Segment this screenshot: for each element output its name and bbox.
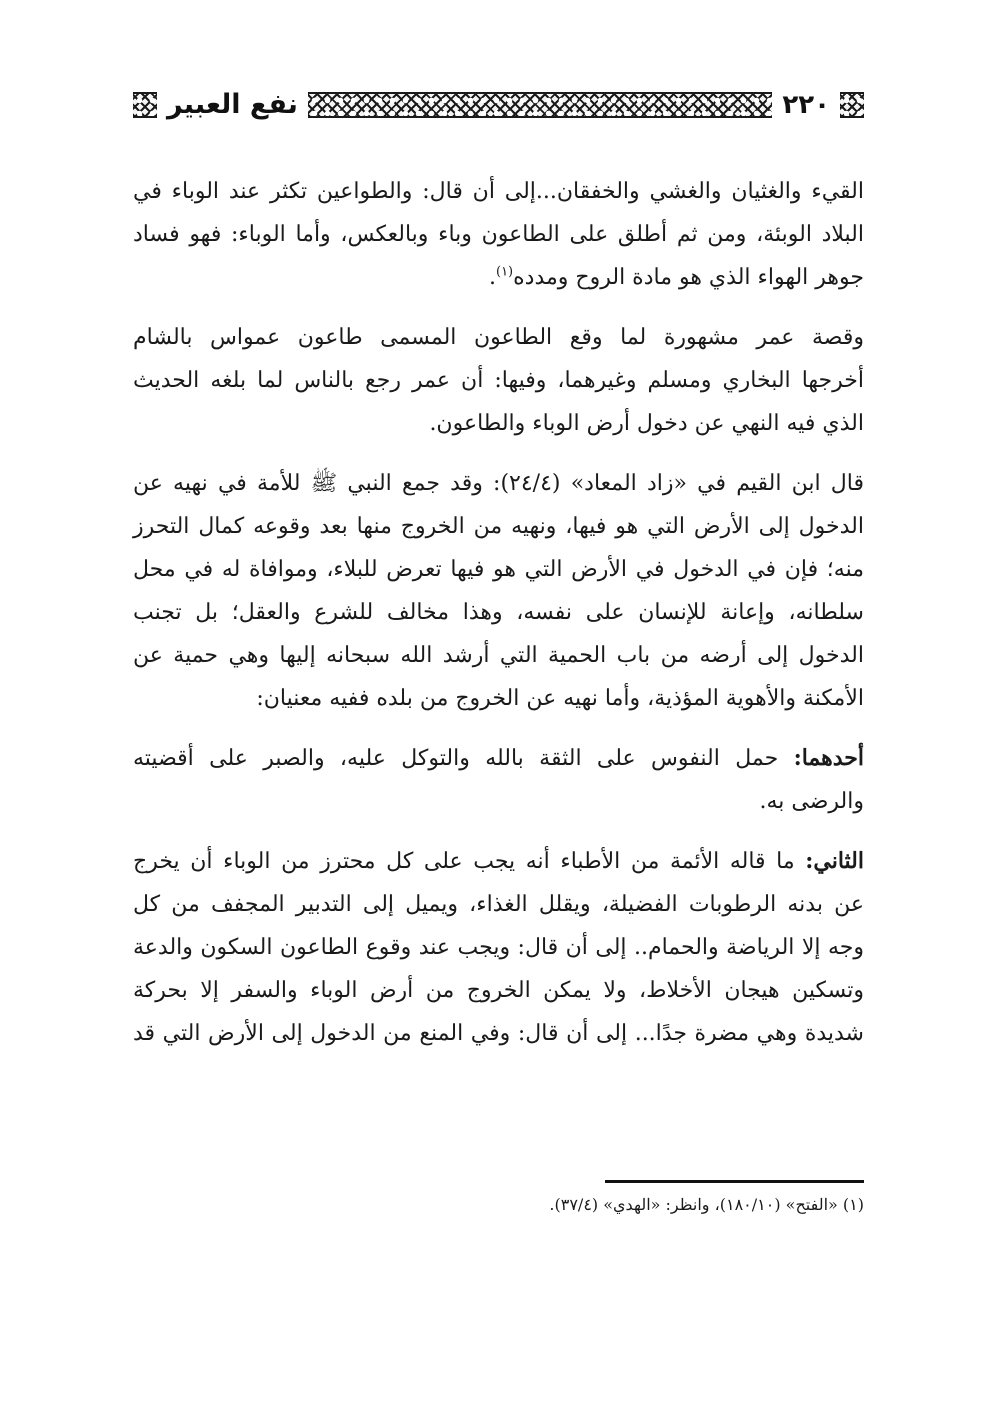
text-line <box>133 737 864 780</box>
paragraph <box>133 462 864 720</box>
text-line <box>133 256 864 299</box>
footnote-marker: (١) <box>495 264 514 280</box>
paragraph-lead: أحدهما: <box>793 745 864 771</box>
text-line: عن بدنه الرطوبات الفضيلة، ويقلل الغذاء، ويميل إلى التدبير المجفف من كل <box>133 892 864 917</box>
text-line: منه؛ فإن في الدخول في الأرض التي هو فيها تعرض للبلاء، وموافاة له في محل <box>133 557 864 582</box>
text-line: وتسكين هيجان الأخلاط، ولا يمكن الخروج من أرض الوباء والسفر إلا بحركة <box>133 978 864 1003</box>
paragraph <box>133 737 864 823</box>
ornament-border-icon <box>840 92 864 118</box>
body-text <box>133 170 864 1072</box>
paragraph <box>133 170 864 299</box>
text-fragment: حمل النفوس على الثقة بالله والتوكل عليه، والصبر على أقضيته <box>133 746 779 771</box>
text-line: الذي فيه النهي عن دخول أرض الوباء والطاعون. <box>429 411 864 436</box>
text-line: أخرجها البخاري ومسلم وغيرهما، وفيها: أن عمر رجع بالناس لما بلغه الحديث <box>133 368 864 393</box>
text-line: الدخول إلى الأرض التي هو فيها، ونهيه من الخروج منها بعد وقوعه كمال التحرز <box>133 514 864 539</box>
page-number: ٢٢٠ <box>782 90 830 120</box>
text-line: سلطانه، وإعانة للإنسان على نفسه، وهذا مخالف للشرع والعقل؛ بل تجنب <box>133 600 864 625</box>
paragraph <box>133 316 864 445</box>
text-fragment: ما قاله الأئمة من الأطباء أنه يجب على كل محترز من الوباء أن يخرج <box>133 849 795 874</box>
text-line <box>133 840 864 883</box>
ornament-border-icon <box>133 92 157 118</box>
page-header <box>133 86 864 124</box>
footnote: (١) «الفتح» (١٨٠/١٠)، وانظر: «الهدي» (٣٧/٤). <box>549 1195 864 1214</box>
text-line: القيء والغثيان والغشي والخفقان...إلى أن قال: والطواعين تكثر عند الوباء في <box>133 179 864 204</box>
text-line: شديدة وهي مضرة جدًا... إلى أن قال: وفي المنع من الدخول إلى الأرض التي قد <box>133 1021 864 1046</box>
text-line: قال ابن القيم في «زاد المعاد» (٢٤/٤): وقد جمع النبي ﷺ للأمة في نهيه عن <box>133 471 864 496</box>
text-line: والرضى به. <box>759 789 864 814</box>
text-line: وجه إلا الرياضة والحمام.. إلى أن قال: ويجب عند وقوع الطاعون السكون والدعة <box>133 935 864 960</box>
book-title: نفع العبير <box>167 89 298 120</box>
text-fragment: . <box>488 265 496 290</box>
ornament-border-icon <box>308 92 773 118</box>
text-line: الدخول إلى أرضه من باب الحمية التي أرشد الله سبحانه إليها وهي حمية عن <box>133 643 864 668</box>
text-line: وقصة عمر مشهورة لما وقع الطاعون المسمى طاعون عمواس بالشام <box>133 325 864 350</box>
paragraph <box>133 840 864 1055</box>
paragraph-lead: الثاني: <box>805 848 864 874</box>
text-line: الأمكنة والأهوية المؤذية، وأما نهيه عن الخروج من بلده ففيه معنيان: <box>256 686 864 711</box>
text-line: البلاد الوبئة، ومن ثم أطلق على الطاعون وباء وبالعكس، وأما الوباء: فهو فساد <box>133 222 864 247</box>
footnote-divider <box>605 1180 864 1183</box>
text-fragment: جوهر الهواء الذي هو مادة الروح ومدده <box>513 265 864 290</box>
